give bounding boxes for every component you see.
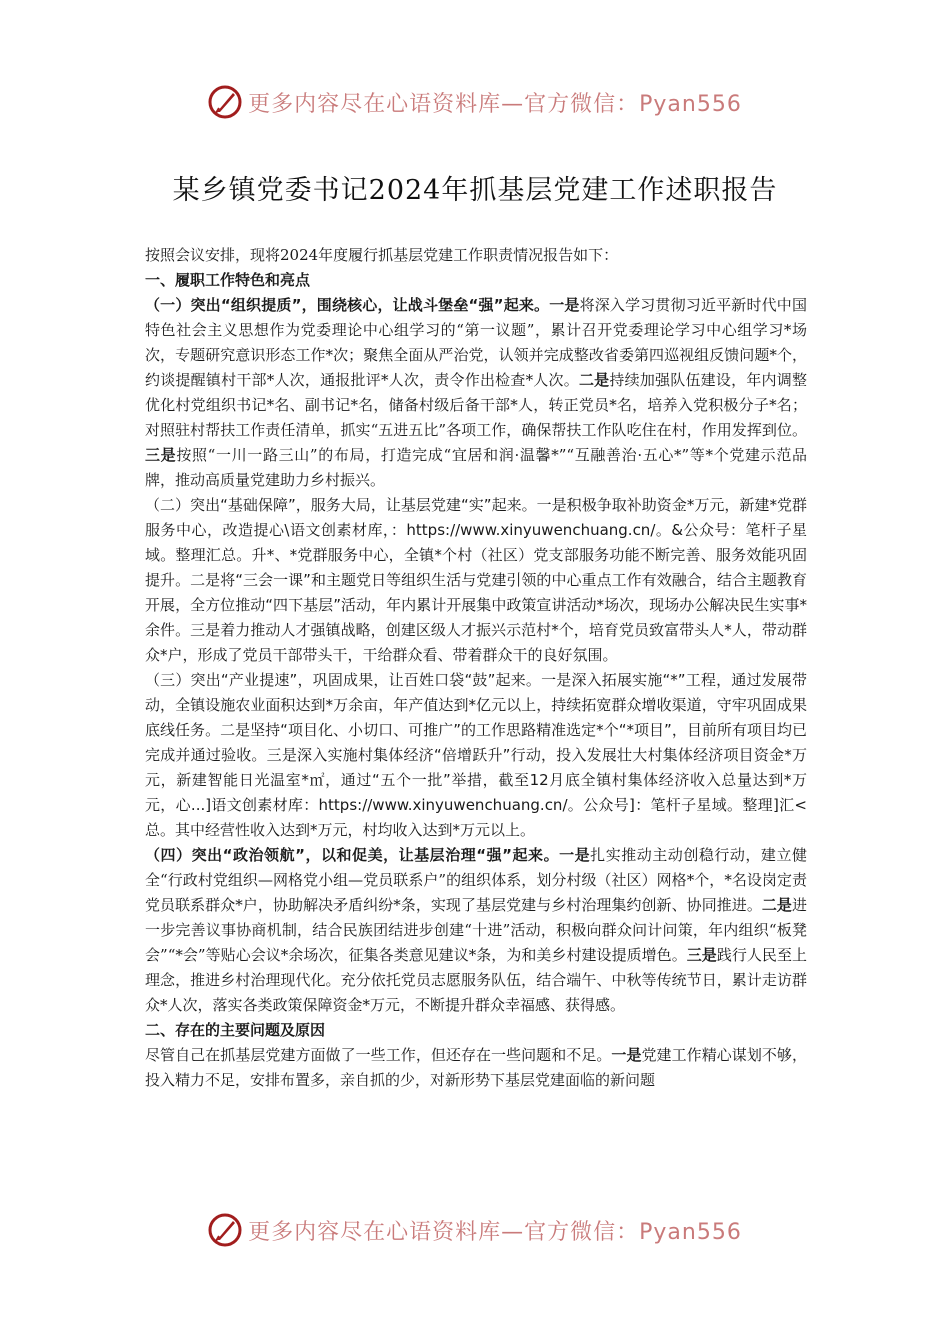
paragraph-lead: （四）突出“政治领航”，以和促美，让基层治理“强”起来。 xyxy=(145,846,560,864)
paragraph-text: 进一步完善议事协商机制，结合民族团结进步创建“十进”活动，积极向群众问计问策，年内组织“板凳会”“*会”等贴心会议*余场次，征集各类意见建议*条，为和美乡村建设提质增色。 xyxy=(145,896,807,964)
marker-two: 二是 xyxy=(578,371,610,389)
section-1-paragraph-2: （二）突出“基础保障”，服务大局，让基层党建“实”起来。一是积极争取补助资金*万元，新建*党群服务中心，改造提心\语文创素材库，：https://www.xinyuwenchuang.cn/。&公众号：笔杆子星域。整理汇总。升*、*党群服务中心，全镇*个村（社区）党支部服务功能不断完善、服务效能巩固提升。二是将“三会一课”和主题党日等组织生活与党建引领的中心重点工作有效融合，结合主题教育开展，全方位推动“四下基层”活动，年内累计开展集中政策宣讲活动*场次，现场办公解决民生实事*余件。三是着力推动人才强镇战略，创建区级人才振兴示范村*个，培育党员致富带头人*人，带动群众*户，形成了党员干部带头干，干给群众看、带着群众干的良好氛围。 xyxy=(145,496,807,664)
watermark-banner-top xyxy=(0,82,950,122)
section-1-paragraph-1 xyxy=(145,293,807,493)
section-1-paragraph-4 xyxy=(145,843,807,1018)
marker-one: 一是 xyxy=(559,846,591,864)
section-1-heading: 一、履职工作特色和亮点 xyxy=(145,271,311,289)
paragraph-text: 党建工作精心谋划不够，投入精力不足，安排布置多，亲自抓的少，对新形势下基层党建面临的新问题 xyxy=(145,1046,807,1089)
marker-three: 三是 xyxy=(686,946,717,964)
section-2-heading: 二、存在的主要问题及原因 xyxy=(145,1021,326,1039)
paragraph-text: 持续加强队伍建设，年内调整优化村党组织书记*名、副书记*名，储备村级后备干部*人，转正党员*名，培养入党积极分子*名；对照驻村帮扶工作责任清单，抓实“五进五比”各项工作，确保帮扶工作队吃住在村，作用发挥到位。 xyxy=(145,371,807,439)
watermark-banner-bottom xyxy=(0,1210,950,1250)
document-body xyxy=(145,243,807,1093)
paragraph-text: 按照“一川一路三山”的布局，打造完成“宜居和润·温馨*”“互融善治·五心*”等*个党建示范品牌，推动高质量党建助力乡村振兴。 xyxy=(145,446,807,489)
watermark-text: 更多内容尽在心语资料库—官方微信：Pyan556 xyxy=(248,91,742,117)
intro-paragraph: 按照会议安排，现将2024年度履行抓基层党建工作职责情况报告如下： xyxy=(145,246,619,264)
marker-three: 三是 xyxy=(145,446,177,464)
quill-logo-icon xyxy=(208,85,242,119)
paragraph-text: 扎实推动主动创稳行动，建立健全“行政村党组织—网格党小组—党员联系户”的组织体系，划分村级（社区）网格*个，*名设岗定责党员联系群众*户，协助解决矛盾纠纷*条，实现了基层党建与乡村治理集约创新、协同推进。 xyxy=(145,846,807,914)
marker-two: 二是 xyxy=(761,896,792,914)
watermark-text: 更多内容尽在心语资料库—官方微信：Pyan556 xyxy=(248,1219,742,1245)
paragraph-text: 尽管自己在抓基层党建方面做了一些工作，但还存在一些问题和不足。 xyxy=(145,1046,612,1064)
section-2-paragraph-1 xyxy=(145,1043,807,1093)
marker-one: 一是 xyxy=(549,296,580,314)
quill-logo-icon xyxy=(208,1213,242,1247)
paragraph-text: 将深入学习贯彻习近平新时代中国特色社会主义思想作为党委理论中心组学习的“第一议题”，累计召开党委理论学习中心组学习*场次，专题研究意识形态工作*次；聚焦全面从严治党，认领并完成整改省委第四巡视组反馈问题*个，约谈提醒镇村干部*人次，通报批评*人次，责令作出检查*人次。 xyxy=(145,296,807,389)
paragraph-lead: （一）突出“组织提质”，围绕核心，让战斗堡垒“强”起来。 xyxy=(145,296,550,314)
paragraph-text: 践行人民至上理念，推进乡村治理现代化。充分依托党员志愿服务队伍，结合端午、中秋等传统节日，累计走访群众*人次，落实各类政策保障资金*万元，不断提升群众幸福感、获得感。 xyxy=(145,946,807,1014)
marker-one: 一是 xyxy=(611,1046,642,1064)
section-1-paragraph-3: （三）突出“产业提速”，巩固成果，让百姓口袋“鼓”起来。一是深入拓展实施“*”工程，通过发展带动，全镇设施农业面积达到*万余亩，年产值达到*亿元以上，持续拓宽群众增收渠道，守牢巩固成果底线任务。二是坚持“项目化、小切口、可推广”的工作思路精准选定*个“*项目”，目前所有项目均已完成并通过验收。三是深入实施村集体经济“倍增跃升”行动，投入发展壮大村集体经济项目资金*万元，新建智能日光温室*㎡，通过“五个一批”举措，截至12月底全镇村集体经济收入总量达到*万元，心...]语文创素材库：https://www.xinyuwenchuang.cn/。公众号]：笔杆子星域。整理]汇<总。其中经营性收入达到*万元，村均收入达到*万元以上。 xyxy=(145,671,807,839)
document-title: 某乡镇党委书记2024年抓基层党建工作述职报告 xyxy=(172,175,778,207)
